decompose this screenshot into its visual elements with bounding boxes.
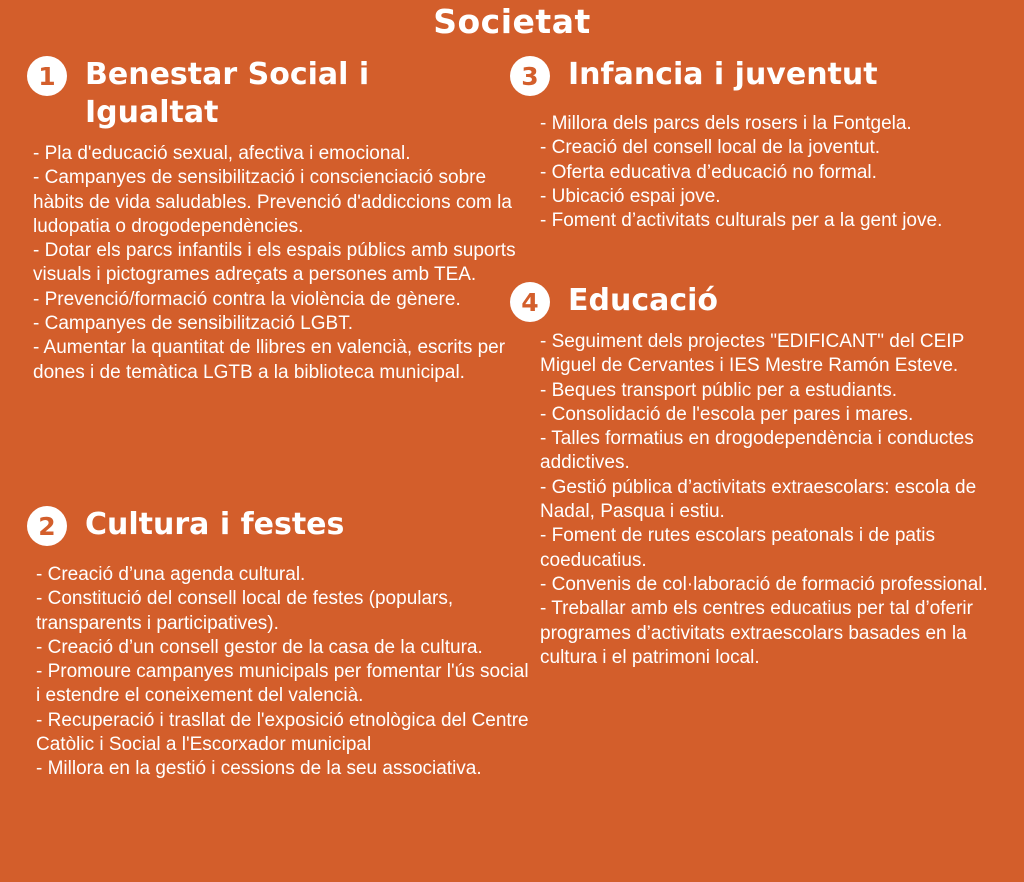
list-item: - Seguiment dels projectes "EDIFICANT" del CEIP Miguel de Cervantes i IES Mestre Ramón Esteve. xyxy=(540,331,964,377)
list-item: - Foment de rutes escolars peatonals i de patis coeducatius. xyxy=(540,525,935,571)
list-item: - Constitució del consell local de festes (populars, transparents i participatives). xyxy=(36,588,454,634)
list-item: - Millora dels parcs dels rosers i la Fontgela. xyxy=(540,113,912,134)
section-cultura-festes xyxy=(27,506,529,780)
list-item: - Campanyes de sensibilització i conscienciació sobre hàbits de vida saludables. Prevenció d'addiccions com la ludopatia o drogodependències. xyxy=(33,167,512,237)
section-header xyxy=(27,506,527,546)
list-item: - Pla d'educació sexual, afectiva i emocional. xyxy=(33,143,411,164)
section-number-badge: 4 xyxy=(510,282,550,322)
list-item: - Foment d’activitats culturals per a la gent jove. xyxy=(540,210,943,232)
list-item: - Creació del consell local de la joventut. xyxy=(540,137,881,159)
item-list xyxy=(33,142,523,385)
list-item: - Campanyes de sensibilització LGBT. xyxy=(33,313,353,335)
list-item: - Promoure campanyes municipals per fomentar l'ús social i estendre el coneixement del valencià. xyxy=(36,661,529,707)
section-header xyxy=(27,56,527,132)
section-title: Cultura i festes xyxy=(85,507,345,542)
list-item: - Ubicació espai jove. xyxy=(540,185,721,207)
section-header xyxy=(510,282,1010,322)
list-item: - Recuperació i trasllat de l'exposició etnològica del Centre Catòlic i Social a l'Escorxador municipal xyxy=(36,709,529,756)
list-item: - Beques transport públic per a estudiants. xyxy=(540,379,897,401)
section-number-badge: 2 xyxy=(27,506,67,546)
item-list xyxy=(540,330,1000,670)
list-item: - Convenis de col·laboració de formació professional. xyxy=(540,573,988,595)
list-item: - Creació d’una agenda cultural. xyxy=(36,564,306,585)
section-title: Benestar Social i Igualtat xyxy=(85,57,370,130)
list-item: - Oferta educativa d’educació no formal. xyxy=(540,161,877,183)
list-item: - Prevenció/formació contra la violència de gènere. xyxy=(33,288,461,310)
list-item: - Creació d’un consell gestor de la casa de la cultura. xyxy=(36,636,483,658)
list-item: - Gestió pública d’activitats extraescolars: escola de Nadal, Pasqua i estiu. xyxy=(540,476,977,523)
list-item: - Talles formatius en drogodependència i conductes addictives. xyxy=(540,428,974,474)
section-title: Educació xyxy=(568,283,719,318)
list-item: - Treballar amb els centres educatius per tal d’oferir programes d’activitats extraescolars basades en la cultura i el patrimoni local. xyxy=(540,598,973,668)
page-title: Societat xyxy=(433,2,591,41)
item-list xyxy=(540,112,990,233)
section-header xyxy=(510,56,1010,96)
section-benestar-social xyxy=(27,56,527,383)
section-number-badge: 1 xyxy=(27,56,67,96)
list-item: - Consolidació de l'escola per pares i mares. xyxy=(540,403,914,425)
list-item: - Aumentar la quantitat de llibres en valencià, escrits per dones i de temàtica LGTB a la biblioteca municipal. xyxy=(33,337,506,383)
list-item: - Millora en la gestió i cessions de la seu associativa. xyxy=(36,758,482,780)
item-list xyxy=(36,563,531,782)
section-infancia-juventut xyxy=(510,56,1010,232)
section-title: Infancia i juventut xyxy=(568,57,878,92)
list-item: - Dotar els parcs infantils i els espais públics amb suports visuals i pictogrames adreçats a persones amb TEA. xyxy=(33,240,516,286)
section-number-badge: 3 xyxy=(510,56,550,96)
section-educacio xyxy=(510,282,1010,668)
